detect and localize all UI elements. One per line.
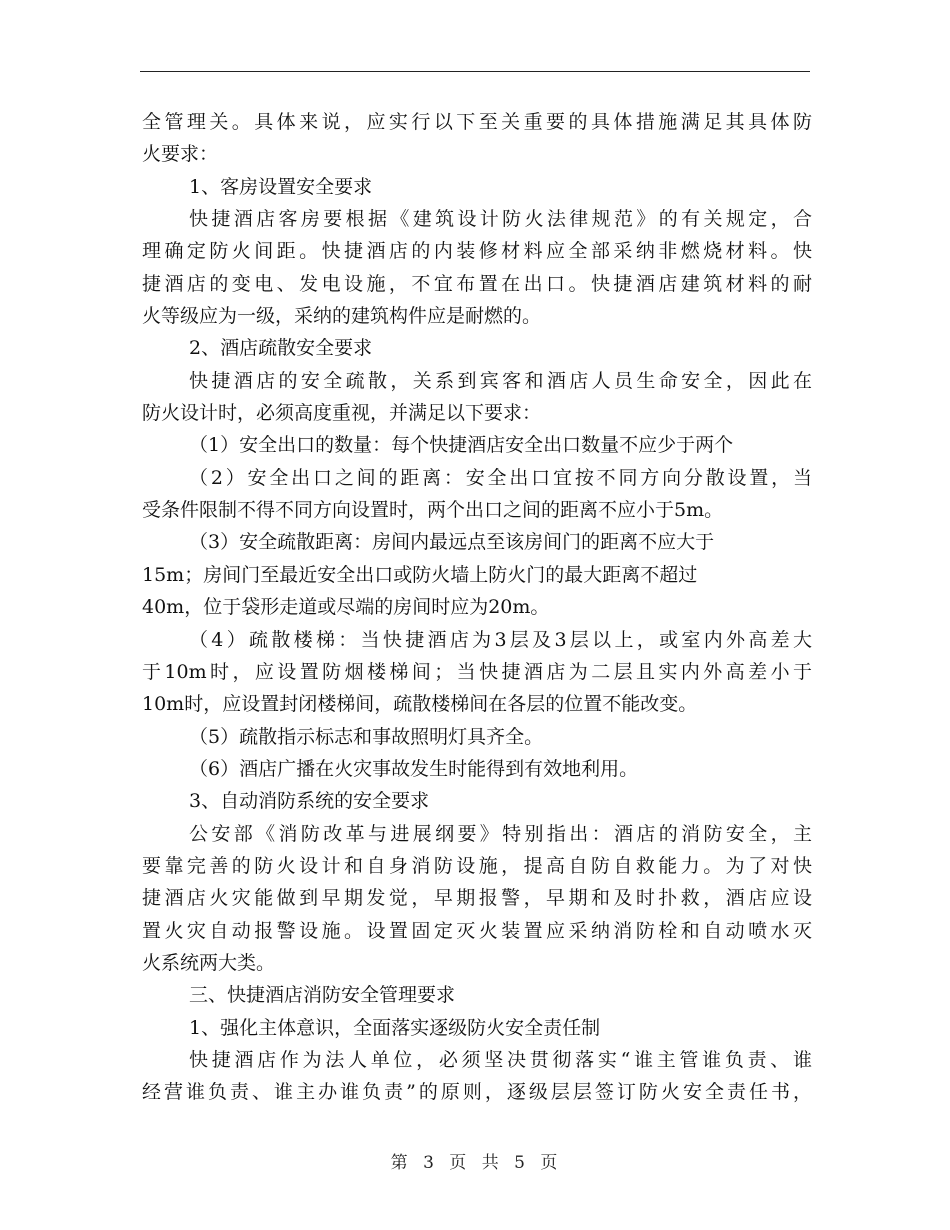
text-line: （6）酒店广播在火灾事故发生时能得到有效地利用。 [189,757,639,780]
text-line: 40m，位于袋形走道或尽端的房间时应为20m。 [142,596,550,619]
text-line: 于10m时，应设置防烟楼梯间；当快捷酒店为二层且实内外高差小于 [142,660,812,683]
text-line: 置火灾自动报警设施。设置固定灭火装置应采纳消防栓和自动喷水灭 [142,919,812,942]
text-line: 15m；房间门至最近安全出口或防火墙上防火门的最大距离不超过 [142,563,698,586]
text-line: 火要求： [142,143,219,166]
text-line: 快捷酒店作为法人单位，必须坚决贯彻落实“谁主管谁负责、谁 [189,1048,812,1071]
text-line: 公安部《消防改革与进展纲要》特别指出：酒店的消防安全，主 [189,822,812,845]
text-line: 1、强化主体意识，全面落实逐级防火安全责任制 [189,1016,601,1039]
text-line: （3）安全疏散距离：房间内最远点至该房间门的距离不应大于 [189,531,715,554]
text-line: 3、自动消防系统的安全要求 [189,790,430,813]
text-line: 防火设计时，必须高度重视，并满足以下要求： [142,402,542,425]
text-line: （2）安全出口之间的距离：安全出口宜按不同方向分散设置，当 [189,466,812,489]
text-line: 受条件限制不得不同方向设置时，两个出口之间的距离不应小于5m。 [142,499,724,522]
text-line: 10m时，应设置封闭楼梯间，疏散楼梯间在各层的位置不能改变。 [142,693,698,716]
text-line: 三、快捷酒店消防安全管理要求 [189,984,456,1007]
text-line: 快捷酒店的安全疏散，关系到宾客和酒店人员生命安全，因此在 [189,369,812,392]
header-rule [140,71,810,72]
page-footer: 第 3 页 共 5 页 [390,1153,560,1173]
text-line: （1）安全出口的数量：每个快捷酒店安全出口数量不应少于两个 [189,434,734,457]
text-line: 理确定防火间距。快捷酒店的内装修材料应全部采纳非燃烧材料。快 [142,240,812,263]
text-line: （4）疏散楼梯：当快捷酒店为3层及3层以上，或室内外高差大 [189,628,812,651]
text-line: 2、酒店疏散安全要求 [189,337,373,360]
text-line: 捷酒店火灾能做到早期发觉，早期报警，早期和及时扑救，酒店应设 [142,887,812,910]
text-line: 火系统两大类。 [142,951,276,974]
text-line: 快捷酒店客房要根据《建筑设计防火法律规范》的有关规定，合 [189,208,812,231]
text-line: 要靠完善的防火设计和自身消防设施，提高自防自救能力。为了对快 [142,854,812,877]
text-line: 火等级应为一级，采纳的建筑构件应是耐燃的。 [142,305,542,328]
text-line: 全管理关。具体来说，应实行以下至关重要的具体措施满足其具体防 [142,111,812,133]
text-line: 经营谁负责、谁主办谁负责”的原则，逐级层层签订防火安全责任书， [142,1081,812,1104]
text-line: （5）疏散指示标志和事故照明灯具齐全。 [189,725,544,748]
text-line: 1、客房设置安全要求 [189,175,373,198]
document-body [142,106,812,1109]
text-line: 捷酒店的变电、发电设施，不宜布置在出口。快捷酒店建筑材料的耐 [142,272,812,295]
